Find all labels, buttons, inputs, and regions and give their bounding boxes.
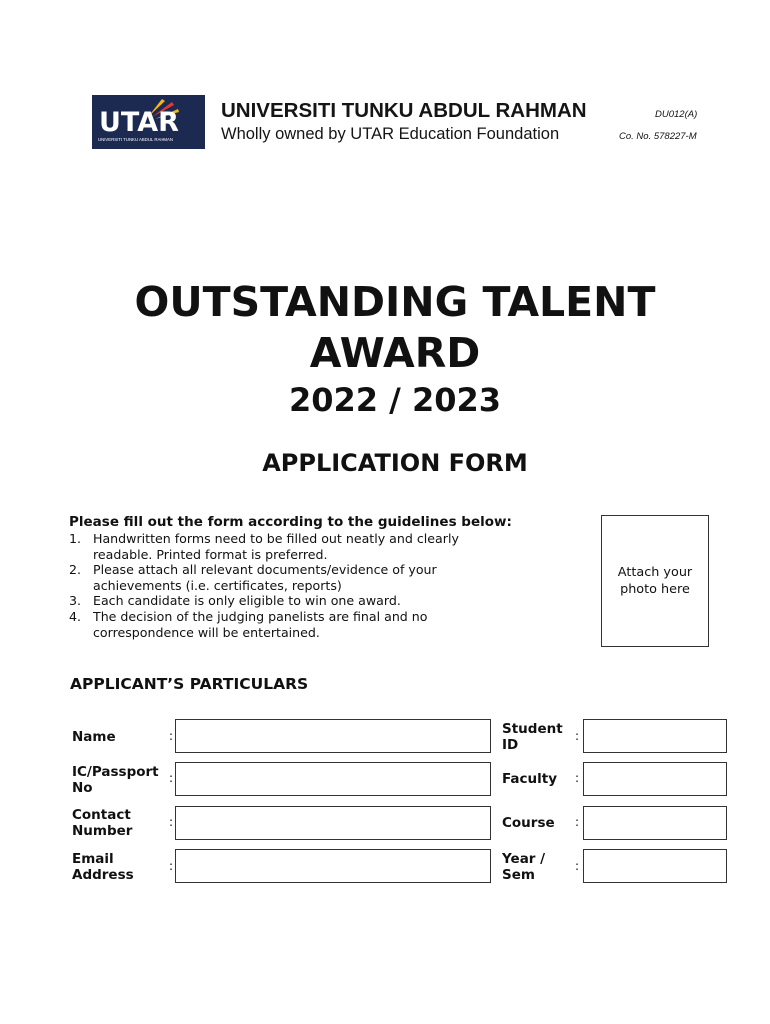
ic-passport-field[interactable] — [175, 762, 491, 796]
contact-number-colon: : — [169, 815, 174, 829]
photo-attachment-box[interactable] — [601, 515, 709, 647]
guidelines-heading: Please fill out the form according to the guidelines below: — [69, 514, 512, 530]
student-id-colon: : — [575, 729, 580, 743]
award-year: 2022 / 2023 — [288, 381, 502, 419]
student-id-label: Student ID — [502, 721, 563, 753]
guideline-number: 4. — [69, 608, 82, 624]
contact-number-field[interactable] — [175, 806, 491, 840]
ic-passport-colon: : — [169, 771, 174, 785]
guideline-text: Please attach all relevant documents/evidence of your achievements (i.e. certificates, reports) — [93, 562, 437, 593]
registration-code: DU012(A) — [655, 109, 698, 120]
company-number: Co. No. 578227-M — [619, 131, 697, 142]
email-address-field[interactable] — [175, 849, 491, 883]
course-label: Course — [502, 815, 555, 831]
guideline-number: 3. — [69, 593, 82, 609]
course-colon: : — [575, 815, 580, 829]
guideline-text: Each candidate is only eligible to win one award. — [93, 593, 401, 609]
particulars-heading: APPLICANT’S PARTICULARS — [70, 675, 309, 693]
name-field[interactable] — [175, 719, 491, 753]
contact-number-label: Contact Number — [72, 807, 133, 839]
course-field[interactable] — [583, 806, 727, 840]
logo-mark: UTAR — [99, 107, 179, 138]
photo-box-label: Attach your photo here — [617, 565, 693, 597]
faculty-label: Faculty — [502, 771, 558, 787]
guideline-text: Handwritten forms need to be filled out neatly and clearly readable. Printed format is preferred. — [93, 531, 459, 562]
guideline-number: 1. — [69, 531, 82, 546]
ic-passport-label: IC/Passport No — [72, 764, 159, 796]
faculty-colon: : — [575, 771, 580, 785]
guideline-text: The decision of the judging panelists are final and no correspondence will be entertained. — [93, 608, 428, 640]
university-name: UNIVERSITI TUNKU ABDUL RAHMAN — [221, 99, 587, 122]
year-sem-label: Year / Sem — [502, 851, 546, 883]
award-title-line1: OUTSTANDING TALENT — [134, 278, 656, 326]
guideline-item — [69, 562, 509, 593]
university-tagline: Wholly owned by UTAR Education Foundation — [221, 125, 560, 143]
year-sem-colon: : — [575, 859, 580, 873]
award-title-line2: AWARD — [309, 329, 481, 377]
guideline-number: 2. — [69, 562, 82, 578]
student-id-field[interactable] — [583, 719, 727, 753]
guideline-item — [69, 609, 503, 640]
name-label: Name — [72, 729, 116, 745]
form-title: APPLICATION FORM — [262, 449, 528, 477]
email-address-colon: : — [169, 859, 174, 873]
logo-subtext: UNIVERSITI TUNKU ABDUL RAHMAN — [98, 137, 173, 142]
guidelines-list — [69, 531, 529, 640]
guideline-item — [69, 531, 513, 562]
utar-logo — [92, 95, 205, 149]
email-address-label: Email Address — [72, 851, 134, 883]
faculty-field[interactable] — [583, 762, 727, 796]
guideline-item — [69, 593, 529, 609]
year-sem-field[interactable] — [583, 849, 727, 883]
name-colon: : — [169, 729, 174, 743]
